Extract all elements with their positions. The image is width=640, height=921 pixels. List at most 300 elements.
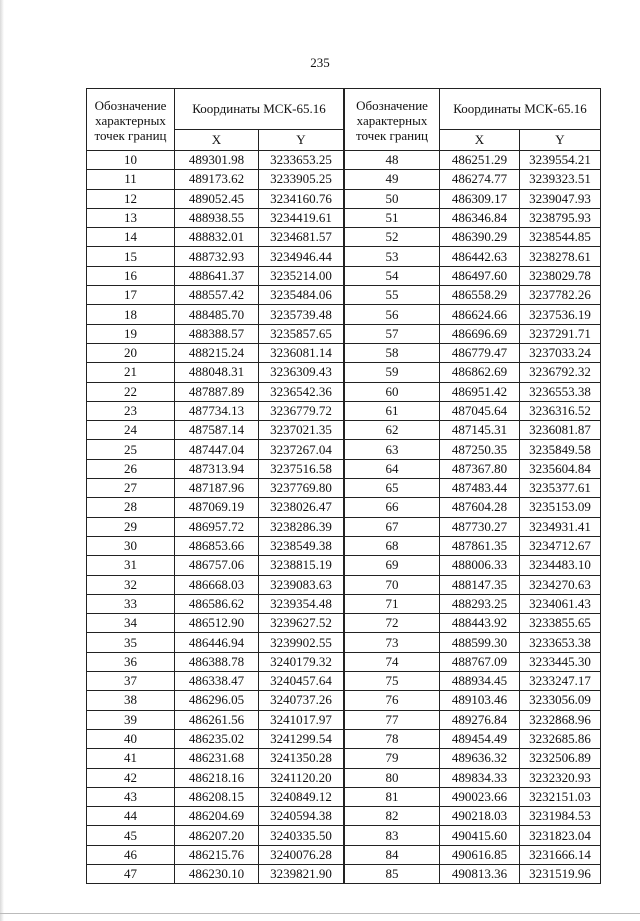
y-coordinate-cell: 3233056.09 (520, 691, 601, 710)
x-coordinate-cell: 488485.70 (175, 305, 259, 324)
table-row (345, 807, 601, 826)
point-number-cell: 12 (87, 189, 175, 208)
point-number-cell: 83 (345, 826, 440, 845)
y-coordinate-cell: 3238278.61 (520, 247, 601, 266)
x-coordinate-cell: 488557.42 (175, 286, 259, 305)
point-number-cell: 74 (345, 652, 440, 671)
y-coordinate-cell: 3239354.48 (259, 594, 344, 613)
table-row (345, 401, 601, 420)
x-coordinate-cell: 487483.44 (440, 479, 520, 498)
x-coordinate-cell: 488732.93 (175, 247, 259, 266)
point-number-cell: 10 (87, 151, 175, 170)
y-coordinate-cell: 3233855.65 (520, 614, 601, 633)
y-coordinate-cell: 3236792.32 (520, 363, 601, 382)
x-coordinate-cell: 488767.09 (440, 652, 520, 671)
y-coordinate-cell: 3236779.72 (259, 401, 344, 420)
point-number-cell: 72 (345, 614, 440, 633)
x-coordinate-cell: 490023.66 (440, 787, 520, 806)
y-coordinate-cell: 3232868.96 (520, 710, 601, 729)
y-coordinate-cell: 3237782.26 (520, 286, 601, 305)
point-number-cell: 52 (345, 228, 440, 247)
point-number-cell: 16 (87, 266, 175, 285)
table-row (87, 633, 344, 652)
x-coordinate-cell: 488215.24 (175, 343, 259, 362)
x-coordinate-cell: 489173.62 (175, 170, 259, 189)
point-number-cell: 71 (345, 594, 440, 613)
point-number-cell: 48 (345, 151, 440, 170)
point-number-cell: 85 (345, 864, 440, 883)
y-coordinate-cell: 3240737.26 (259, 691, 344, 710)
x-coordinate-cell: 486235.02 (175, 729, 259, 748)
table-row (87, 305, 344, 324)
y-coordinate-cell: 3237516.58 (259, 459, 344, 478)
x-coordinate-cell: 486951.42 (440, 382, 520, 401)
x-coordinate-cell: 486346.84 (440, 208, 520, 227)
y-coordinate-cell: 3238286.39 (259, 517, 344, 536)
point-number-cell: 21 (87, 363, 175, 382)
table-row (345, 382, 601, 401)
x-coordinate-cell: 486779.47 (440, 343, 520, 362)
table-row (87, 440, 344, 459)
table-row (87, 170, 344, 189)
x-coordinate-cell: 486957.72 (175, 517, 259, 536)
table-row (345, 768, 601, 787)
point-number-cell: 24 (87, 421, 175, 440)
y-coordinate-cell: 3234712.67 (520, 536, 601, 555)
point-number-cell: 53 (345, 247, 440, 266)
point-number-cell: 67 (345, 517, 440, 536)
coordinates-table-right (344, 88, 601, 884)
point-number-cell: 36 (87, 652, 175, 671)
x-coordinate-cell: 486497.60 (440, 266, 520, 285)
y-coordinate-cell: 3240849.12 (259, 787, 344, 806)
x-coordinate-cell: 487447.04 (175, 440, 259, 459)
table-row (345, 208, 601, 227)
y-coordinate-cell: 3234931.41 (520, 517, 601, 536)
point-number-cell: 79 (345, 749, 440, 768)
scan-artifact-line (0, 913, 640, 914)
y-coordinate-cell: 3233653.38 (520, 633, 601, 652)
x-coordinate-cell: 489301.98 (175, 151, 259, 170)
table-row (87, 266, 344, 285)
y-coordinate-cell: 3238815.19 (259, 556, 344, 575)
table-row (345, 864, 601, 883)
point-number-cell: 13 (87, 208, 175, 227)
y-coordinate-cell: 3234681.57 (259, 228, 344, 247)
y-coordinate-cell: 3238544.85 (520, 228, 601, 247)
table-row (345, 286, 601, 305)
table-row (87, 498, 344, 517)
y-coordinate-cell: 3233905.25 (259, 170, 344, 189)
y-coordinate-cell: 3233247.17 (520, 672, 601, 691)
point-number-cell: 78 (345, 729, 440, 748)
y-coordinate-cell: 3237769.80 (259, 479, 344, 498)
table-row (87, 459, 344, 478)
x-coordinate-cell: 487587.14 (175, 421, 259, 440)
x-coordinate-cell: 488599.30 (440, 633, 520, 652)
x-coordinate-cell: 486624.66 (440, 305, 520, 324)
coordinates-table-left (86, 88, 344, 884)
y-column-header: Y (259, 130, 344, 151)
y-coordinate-cell: 3235739.48 (259, 305, 344, 324)
table-row (345, 498, 601, 517)
point-number-cell: 33 (87, 594, 175, 613)
table-body (87, 151, 344, 884)
point-number-cell: 29 (87, 517, 175, 536)
x-coordinate-cell: 488147.35 (440, 575, 520, 594)
table-body (345, 151, 601, 884)
point-number-cell: 49 (345, 170, 440, 189)
point-number-cell: 57 (345, 324, 440, 343)
table-row (87, 324, 344, 343)
point-column-header: Обозначение характерных точек границ (345, 89, 440, 151)
y-coordinate-cell: 3239323.51 (520, 170, 601, 189)
table-row (345, 729, 601, 748)
point-number-cell: 22 (87, 382, 175, 401)
point-number-cell: 43 (87, 787, 175, 806)
y-coordinate-cell: 3236553.38 (520, 382, 601, 401)
y-coordinate-cell: 3241120.20 (259, 768, 344, 787)
table-row (87, 826, 344, 845)
table-row (345, 556, 601, 575)
x-coordinate-cell: 486274.77 (440, 170, 520, 189)
x-coordinate-cell: 489052.45 (175, 189, 259, 208)
table-row (87, 807, 344, 826)
point-number-cell: 81 (345, 787, 440, 806)
y-coordinate-cell: 3232506.89 (520, 749, 601, 768)
x-coordinate-cell: 490415.60 (440, 826, 520, 845)
table-row (345, 691, 601, 710)
table-row (345, 440, 601, 459)
point-number-cell: 70 (345, 575, 440, 594)
table-row (87, 189, 344, 208)
point-number-cell: 19 (87, 324, 175, 343)
table-row (345, 324, 601, 343)
x-coordinate-cell: 486390.29 (440, 228, 520, 247)
point-number-cell: 55 (345, 286, 440, 305)
table-row (87, 594, 344, 613)
x-coordinate-cell: 490813.36 (440, 864, 520, 883)
crs-column-header: Координаты МСК-65.16 (175, 89, 344, 130)
x-coordinate-cell: 486558.29 (440, 286, 520, 305)
y-coordinate-cell: 3235153.09 (520, 498, 601, 517)
x-coordinate-cell: 486696.69 (440, 324, 520, 343)
x-coordinate-cell: 487313.94 (175, 459, 259, 478)
point-number-cell: 11 (87, 170, 175, 189)
x-coordinate-cell: 486853.66 (175, 536, 259, 555)
table-row (87, 575, 344, 594)
x-coordinate-cell: 487069.19 (175, 498, 259, 517)
y-coordinate-cell: 3232685.86 (520, 729, 601, 748)
x-coordinate-cell: 486309.17 (440, 189, 520, 208)
table-row (345, 363, 601, 382)
point-number-cell: 41 (87, 749, 175, 768)
table-row (345, 517, 601, 536)
table-row (345, 536, 601, 555)
table-row (345, 594, 601, 613)
point-number-cell: 62 (345, 421, 440, 440)
y-coordinate-cell: 3239627.52 (259, 614, 344, 633)
table-row (345, 228, 601, 247)
point-number-cell: 35 (87, 633, 175, 652)
y-coordinate-cell: 3234483.10 (520, 556, 601, 575)
table-row (87, 343, 344, 362)
y-coordinate-cell: 3236309.43 (259, 363, 344, 382)
point-number-cell: 58 (345, 343, 440, 362)
table-row (345, 421, 601, 440)
x-coordinate-cell: 487187.96 (175, 479, 259, 498)
y-coordinate-cell: 3234061.43 (520, 594, 601, 613)
y-coordinate-cell: 3233445.30 (520, 652, 601, 671)
table-row (87, 517, 344, 536)
y-coordinate-cell: 3239821.90 (259, 864, 344, 883)
x-coordinate-cell: 486338.47 (175, 672, 259, 691)
x-coordinate-cell: 489276.84 (440, 710, 520, 729)
x-coordinate-cell: 488388.57 (175, 324, 259, 343)
y-coordinate-cell: 3231519.96 (520, 864, 601, 883)
y-coordinate-cell: 3235849.58 (520, 440, 601, 459)
y-coordinate-cell: 3236316.52 (520, 401, 601, 420)
point-column-header: Обозначение характерных точек границ (87, 89, 175, 151)
point-number-cell: 84 (345, 845, 440, 864)
scan-edge-shadow (0, 0, 4, 921)
y-coordinate-cell: 3231984.53 (520, 807, 601, 826)
point-number-cell: 17 (87, 286, 175, 305)
table-row (87, 691, 344, 710)
table-row (87, 787, 344, 806)
x-coordinate-cell: 489454.49 (440, 729, 520, 748)
x-coordinate-cell: 486251.29 (440, 151, 520, 170)
table-row (87, 845, 344, 864)
table-row (87, 421, 344, 440)
x-coordinate-cell: 488293.25 (440, 594, 520, 613)
y-coordinate-cell: 3235604.84 (520, 459, 601, 478)
x-coordinate-cell: 486586.62 (175, 594, 259, 613)
y-coordinate-cell: 3237267.04 (259, 440, 344, 459)
x-coordinate-cell: 486215.76 (175, 845, 259, 864)
point-number-cell: 59 (345, 363, 440, 382)
x-coordinate-cell: 490616.85 (440, 845, 520, 864)
table-row (345, 575, 601, 594)
x-coordinate-cell: 486388.78 (175, 652, 259, 671)
x-coordinate-cell: 486862.69 (440, 363, 520, 382)
table-row (87, 710, 344, 729)
point-number-cell: 73 (345, 633, 440, 652)
table-row (345, 479, 601, 498)
x-coordinate-cell: 487861.35 (440, 536, 520, 555)
table-row (87, 749, 344, 768)
point-number-cell: 18 (87, 305, 175, 324)
x-column-header: X (440, 130, 520, 151)
table-row (87, 556, 344, 575)
table-row (87, 228, 344, 247)
x-coordinate-cell: 488934.45 (440, 672, 520, 691)
table-row (345, 652, 601, 671)
x-coordinate-cell: 486207.20 (175, 826, 259, 845)
y-coordinate-cell: 3234946.44 (259, 247, 344, 266)
y-coordinate-cell: 3240335.50 (259, 826, 344, 845)
point-number-cell: 77 (345, 710, 440, 729)
x-coordinate-cell: 486218.16 (175, 768, 259, 787)
point-number-cell: 80 (345, 768, 440, 787)
x-coordinate-cell: 486230.10 (175, 864, 259, 883)
point-number-cell: 45 (87, 826, 175, 845)
point-number-cell: 31 (87, 556, 175, 575)
point-number-cell: 82 (345, 807, 440, 826)
x-coordinate-cell: 487730.27 (440, 517, 520, 536)
y-coordinate-cell: 3239902.55 (259, 633, 344, 652)
table-row (87, 286, 344, 305)
y-coordinate-cell: 3233653.25 (259, 151, 344, 170)
crs-column-header: Координаты МСК-65.16 (440, 89, 601, 130)
table-row (87, 479, 344, 498)
point-number-cell: 65 (345, 479, 440, 498)
x-coordinate-cell: 486442.63 (440, 247, 520, 266)
y-coordinate-cell: 3238795.93 (520, 208, 601, 227)
table-row (345, 305, 601, 324)
table-row (345, 826, 601, 845)
point-number-cell: 37 (87, 672, 175, 691)
point-number-cell: 66 (345, 498, 440, 517)
y-coordinate-cell: 3238026.47 (259, 498, 344, 517)
x-coordinate-cell: 486261.56 (175, 710, 259, 729)
point-number-cell: 63 (345, 440, 440, 459)
table-row (87, 864, 344, 883)
x-coordinate-cell: 487887.89 (175, 382, 259, 401)
point-number-cell: 30 (87, 536, 175, 555)
table-row (87, 672, 344, 691)
point-number-cell: 56 (345, 305, 440, 324)
y-coordinate-cell: 3238549.38 (259, 536, 344, 555)
y-coordinate-cell: 3235377.61 (520, 479, 601, 498)
y-coordinate-cell: 3234270.63 (520, 575, 601, 594)
y-coordinate-cell: 3231823.04 (520, 826, 601, 845)
x-coordinate-cell: 487734.13 (175, 401, 259, 420)
table-row (87, 729, 344, 748)
table-row (87, 768, 344, 787)
point-number-cell: 14 (87, 228, 175, 247)
point-number-cell: 25 (87, 440, 175, 459)
table-row (345, 170, 601, 189)
point-number-cell: 60 (345, 382, 440, 401)
y-coordinate-cell: 3241350.28 (259, 749, 344, 768)
y-coordinate-cell: 3240594.38 (259, 807, 344, 826)
point-number-cell: 28 (87, 498, 175, 517)
point-number-cell: 42 (87, 768, 175, 787)
y-coordinate-cell: 3232320.93 (520, 768, 601, 787)
page-number: 235 (310, 55, 330, 70)
x-coordinate-cell: 486296.05 (175, 691, 259, 710)
point-number-cell: 46 (87, 845, 175, 864)
table-row (345, 247, 601, 266)
y-coordinate-cell: 3237033.24 (520, 343, 601, 362)
table-row (87, 536, 344, 555)
point-number-cell: 51 (345, 208, 440, 227)
y-coordinate-cell: 3238029.78 (520, 266, 601, 285)
point-number-cell: 38 (87, 691, 175, 710)
y-coordinate-cell: 3235484.06 (259, 286, 344, 305)
point-number-cell: 34 (87, 614, 175, 633)
x-coordinate-cell: 489103.46 (440, 691, 520, 710)
y-column-header: Y (520, 130, 601, 151)
y-coordinate-cell: 3237291.71 (520, 324, 601, 343)
point-number-cell: 69 (345, 556, 440, 575)
point-number-cell: 32 (87, 575, 175, 594)
point-number-cell: 40 (87, 729, 175, 748)
x-coordinate-cell: 489834.33 (440, 768, 520, 787)
x-coordinate-cell: 488938.55 (175, 208, 259, 227)
y-coordinate-cell: 3240076.28 (259, 845, 344, 864)
y-coordinate-cell: 3235857.65 (259, 324, 344, 343)
point-number-cell: 44 (87, 807, 175, 826)
table-row (87, 247, 344, 266)
x-coordinate-cell: 488443.92 (440, 614, 520, 633)
table-row (345, 189, 601, 208)
point-number-cell: 20 (87, 343, 175, 362)
table-row (87, 401, 344, 420)
x-coordinate-cell: 487604.28 (440, 498, 520, 517)
table-row (345, 459, 601, 478)
y-coordinate-cell: 3236081.87 (520, 421, 601, 440)
x-coordinate-cell: 488641.37 (175, 266, 259, 285)
point-number-cell: 15 (87, 247, 175, 266)
y-coordinate-cell: 3240179.32 (259, 652, 344, 671)
y-coordinate-cell: 3236081.14 (259, 343, 344, 362)
table-row (345, 343, 601, 362)
point-number-cell: 61 (345, 401, 440, 420)
point-number-cell: 50 (345, 189, 440, 208)
y-coordinate-cell: 3240457.64 (259, 672, 344, 691)
y-coordinate-cell: 3241299.54 (259, 729, 344, 748)
x-coordinate-cell: 488048.31 (175, 363, 259, 382)
point-number-cell: 75 (345, 672, 440, 691)
table-row (87, 151, 344, 170)
y-coordinate-cell: 3241017.97 (259, 710, 344, 729)
x-coordinate-cell: 487367.80 (440, 459, 520, 478)
y-coordinate-cell: 3239083.63 (259, 575, 344, 594)
table-row (87, 652, 344, 671)
x-coordinate-cell: 486204.69 (175, 807, 259, 826)
y-coordinate-cell: 3235214.00 (259, 266, 344, 285)
table-row (87, 363, 344, 382)
y-coordinate-cell: 3237021.35 (259, 421, 344, 440)
y-coordinate-cell: 3232151.03 (520, 787, 601, 806)
table-row (345, 614, 601, 633)
table-row (345, 672, 601, 691)
x-coordinate-cell: 490218.03 (440, 807, 520, 826)
table-row (345, 787, 601, 806)
table-row (87, 382, 344, 401)
table-row (345, 749, 601, 768)
point-number-cell: 23 (87, 401, 175, 420)
x-coordinate-cell: 486208.15 (175, 787, 259, 806)
point-number-cell: 76 (345, 691, 440, 710)
x-coordinate-cell: 486668.03 (175, 575, 259, 594)
y-coordinate-cell: 3234160.76 (259, 189, 344, 208)
table-row (345, 633, 601, 652)
x-coordinate-cell: 487145.31 (440, 421, 520, 440)
y-coordinate-cell: 3239554.21 (520, 151, 601, 170)
x-column-header: X (175, 130, 259, 151)
y-coordinate-cell: 3236542.36 (259, 382, 344, 401)
x-coordinate-cell: 487250.35 (440, 440, 520, 459)
table-row (345, 845, 601, 864)
table-row (345, 710, 601, 729)
y-coordinate-cell: 3231666.14 (520, 845, 601, 864)
table-row (87, 208, 344, 227)
y-coordinate-cell: 3234419.61 (259, 208, 344, 227)
x-coordinate-cell: 487045.64 (440, 401, 520, 420)
